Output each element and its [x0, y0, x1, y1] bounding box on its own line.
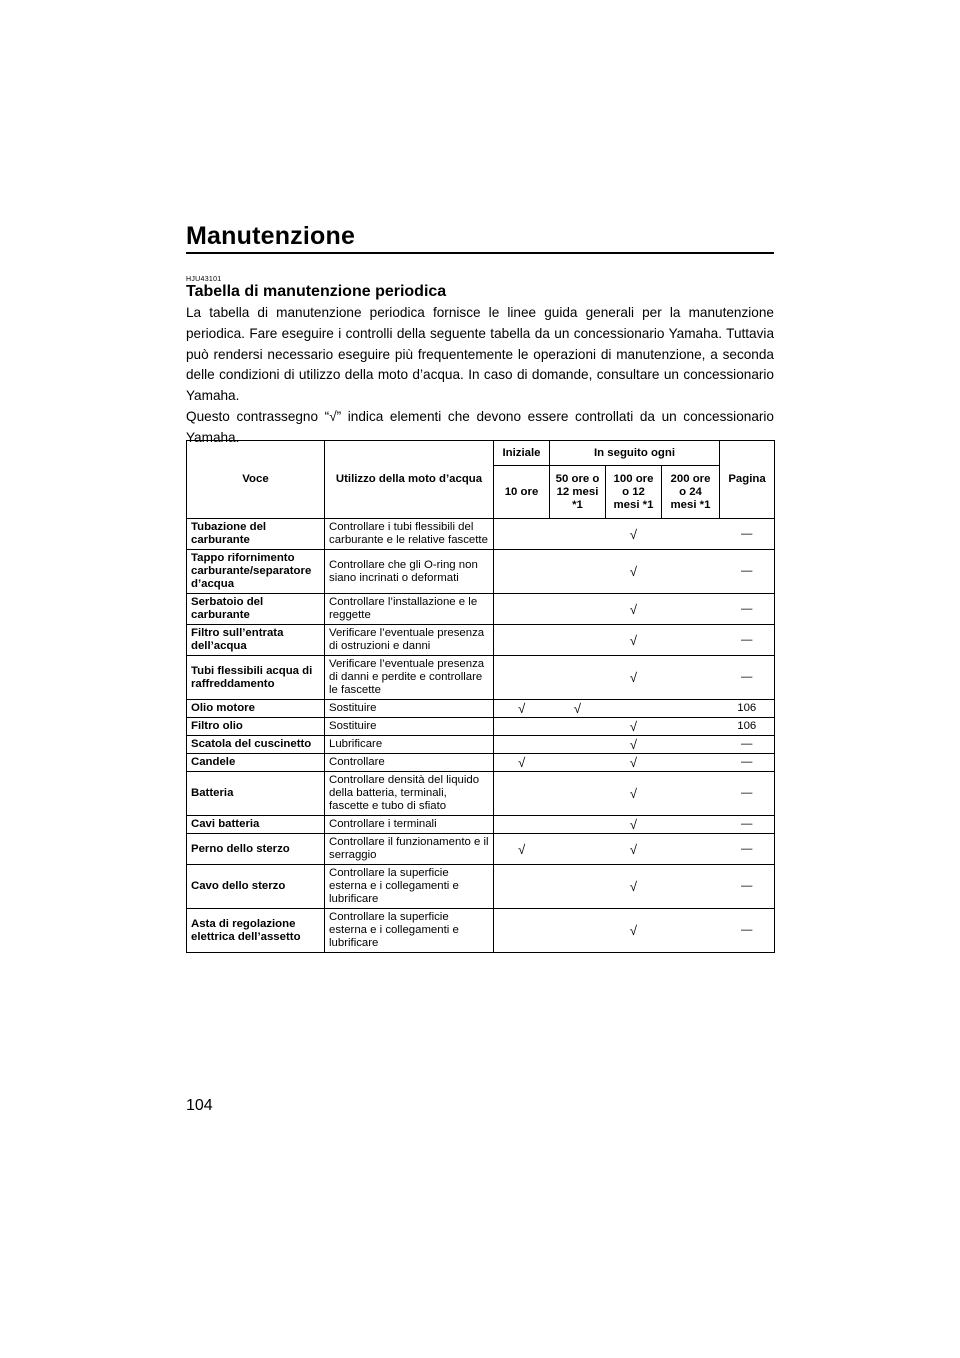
row-check-200-hours — [662, 700, 720, 718]
table-row — [187, 656, 775, 700]
row-check-10-hours — [494, 865, 550, 909]
row-item: Tappo rifornimento carburante/separatore d’acqua — [187, 550, 325, 594]
check-mark-note: Questo contrassegno “√” indica elementi che devono essere controllati da un concessionario Yamaha. — [186, 408, 774, 445]
row-check-10-hours — [494, 656, 550, 700]
row-check-50-hours — [550, 625, 606, 656]
section-title: Tabella di manutenzione periodica — [186, 283, 447, 300]
intro-text — [186, 303, 774, 449]
row-check-10-hours: √ — [494, 700, 550, 718]
row-page: — — [720, 865, 775, 909]
row-check-100-hours: √ — [606, 625, 662, 656]
table-header — [187, 441, 775, 519]
row-check-100-hours: √ — [606, 718, 662, 736]
row-check-50-hours — [550, 656, 606, 700]
row-check-100-hours: √ — [606, 834, 662, 865]
row-check-50-hours — [550, 736, 606, 754]
row-page: — — [720, 519, 775, 550]
row-check-100-hours: √ — [606, 865, 662, 909]
row-check-200-hours — [662, 834, 720, 865]
row-check-10-hours: √ — [494, 834, 550, 865]
row-check-100-hours: √ — [606, 909, 662, 953]
row-item: Filtro olio — [187, 718, 325, 736]
header-item: Voce — [187, 441, 325, 519]
table-row — [187, 834, 775, 865]
row-action: Controllare densità del liquido della batteria, terminali, fascette e tubo di sfiato — [325, 772, 494, 816]
row-page: 106 — [720, 718, 775, 736]
row-action: Controllare la superficie esterna e i collegamenti e lubrificare — [325, 909, 494, 953]
row-page: — — [720, 656, 775, 700]
row-check-200-hours — [662, 550, 720, 594]
row-check-100-hours: √ — [606, 754, 662, 772]
row-action: Controllare l’installazione e le reggette — [325, 594, 494, 625]
row-item: Perno dello sterzo — [187, 834, 325, 865]
row-check-100-hours: √ — [606, 550, 662, 594]
row-item: Candele — [187, 754, 325, 772]
row-check-10-hours — [494, 772, 550, 816]
row-check-50-hours — [550, 909, 606, 953]
chapter-title: Manutenzione — [186, 222, 356, 250]
page-number: 104 — [186, 1097, 213, 1114]
row-item: Filtro sull’entrata dell’acqua — [187, 625, 325, 656]
row-check-10-hours — [494, 519, 550, 550]
row-check-10-hours — [494, 594, 550, 625]
row-action: Sostituire — [325, 718, 494, 736]
row-check-200-hours — [662, 909, 720, 953]
row-action: Lubrificare — [325, 736, 494, 754]
row-action: Controllare — [325, 754, 494, 772]
table-row — [187, 909, 775, 953]
header-50-hours: 50 ore o 12 mesi *1 — [550, 466, 606, 519]
row-item: Batteria — [187, 772, 325, 816]
row-check-200-hours — [662, 718, 720, 736]
row-check-200-hours — [662, 625, 720, 656]
row-action: Controllare i tubi flessibili del carburante e le relative fascette — [325, 519, 494, 550]
section-code: HJU43101 — [186, 276, 222, 283]
row-check-50-hours — [550, 865, 606, 909]
row-check-100-hours — [606, 700, 662, 718]
table-row — [187, 625, 775, 656]
row-check-100-hours: √ — [606, 656, 662, 700]
row-page: 106 — [720, 700, 775, 718]
row-check-50-hours — [550, 519, 606, 550]
table-row — [187, 772, 775, 816]
row-check-200-hours — [662, 772, 720, 816]
row-item: Tubi flessibili acqua di raffreddamento — [187, 656, 325, 700]
row-item: Scatola del cuscinetto — [187, 736, 325, 754]
table-row — [187, 594, 775, 625]
row-action: Controllare che gli O-ring non siano incrinati o deformati — [325, 550, 494, 594]
row-check-50-hours — [550, 834, 606, 865]
row-check-200-hours — [662, 519, 720, 550]
row-page: — — [720, 625, 775, 656]
row-check-100-hours: √ — [606, 816, 662, 834]
row-action: Verificare l’eventuale presenza di danni e perdite e controllare le fascette — [325, 656, 494, 700]
row-page: — — [720, 550, 775, 594]
table-row — [187, 519, 775, 550]
header-initial: Iniziale — [494, 441, 550, 466]
header-100-hours: 100 ore o 12 mesi *1 — [606, 466, 662, 519]
table-body — [187, 519, 775, 953]
row-action: Verificare l’eventuale presenza di ostruzioni e danni — [325, 625, 494, 656]
row-check-100-hours: √ — [606, 736, 662, 754]
row-check-200-hours — [662, 736, 720, 754]
row-page: — — [720, 594, 775, 625]
row-check-50-hours — [550, 772, 606, 816]
row-page: — — [720, 834, 775, 865]
table-row — [187, 718, 775, 736]
row-item: Cavo dello sterzo — [187, 865, 325, 909]
row-page: — — [720, 772, 775, 816]
row-check-200-hours — [662, 816, 720, 834]
maintenance-table — [186, 440, 775, 953]
row-check-50-hours — [550, 816, 606, 834]
header-thereafter: In seguito ogni — [550, 441, 720, 466]
row-check-100-hours: √ — [606, 772, 662, 816]
row-check-200-hours — [662, 754, 720, 772]
row-check-50-hours — [550, 718, 606, 736]
table-row — [187, 550, 775, 594]
row-action: Controllare la superficie esterna e i collegamenti e lubrificare — [325, 865, 494, 909]
row-check-10-hours — [494, 816, 550, 834]
header-10-hours: 10 ore — [494, 466, 550, 519]
table-row — [187, 700, 775, 718]
row-check-50-hours — [550, 594, 606, 625]
row-check-100-hours: √ — [629, 526, 638, 542]
chapter-divider — [186, 252, 774, 254]
row-check-10-hours — [494, 625, 550, 656]
row-check-10-hours — [494, 550, 550, 594]
row-check-200-hours — [662, 594, 720, 625]
row-action: Controllare il funzionamento e il serraggio — [325, 834, 494, 865]
row-item: Tubazione del carburante — [187, 519, 325, 550]
row-item: Serbatoio del carburante — [187, 594, 325, 625]
table-row — [187, 816, 775, 834]
row-action: Sostituire — [325, 700, 494, 718]
table-row — [187, 865, 775, 909]
row-check-200-hours — [662, 656, 720, 700]
row-item: Olio motore — [187, 700, 325, 718]
row-page: — — [720, 909, 775, 953]
row-check-10-hours: √ — [494, 754, 550, 772]
row-check-200-hours — [662, 865, 720, 909]
table-row — [187, 736, 775, 754]
table-row — [187, 754, 775, 772]
row-check-10-hours — [494, 718, 550, 736]
intro-paragraph: La tabella di manutenzione periodica fornisce le linee guida generali per la manutenzione periodica. Fare eseguire i controlli della seguente tabella da un concessionario Yamaha. Tuttavia può rendersi necessario eseguire più frequentemente le operazioni di manutenzione, a seconda delle condizioni di utilizzo della moto d’acqua. In caso di domande, consultare un concessionario Yamaha. — [186, 305, 774, 404]
row-check-100-hours: √ — [606, 594, 662, 625]
row-check-50-hours — [550, 550, 606, 594]
row-page: — — [720, 816, 775, 834]
row-page: — — [720, 736, 775, 754]
row-check-10-hours — [494, 736, 550, 754]
header-200-hours: 200 ore o 24 mesi *1 — [662, 466, 720, 519]
header-use: Utilizzo della moto d’acqua — [325, 441, 494, 519]
row-item: Cavi batteria — [187, 816, 325, 834]
row-check-50-hours: √ — [550, 700, 606, 718]
row-item: Asta di regolazione elettrica dell’assetto — [187, 909, 325, 953]
row-check-50-hours — [550, 754, 606, 772]
row-page: — — [720, 754, 775, 772]
header-page: Pagina — [720, 441, 775, 519]
row-action: Controllare i terminali — [325, 816, 494, 834]
row-check-10-hours — [494, 909, 550, 953]
